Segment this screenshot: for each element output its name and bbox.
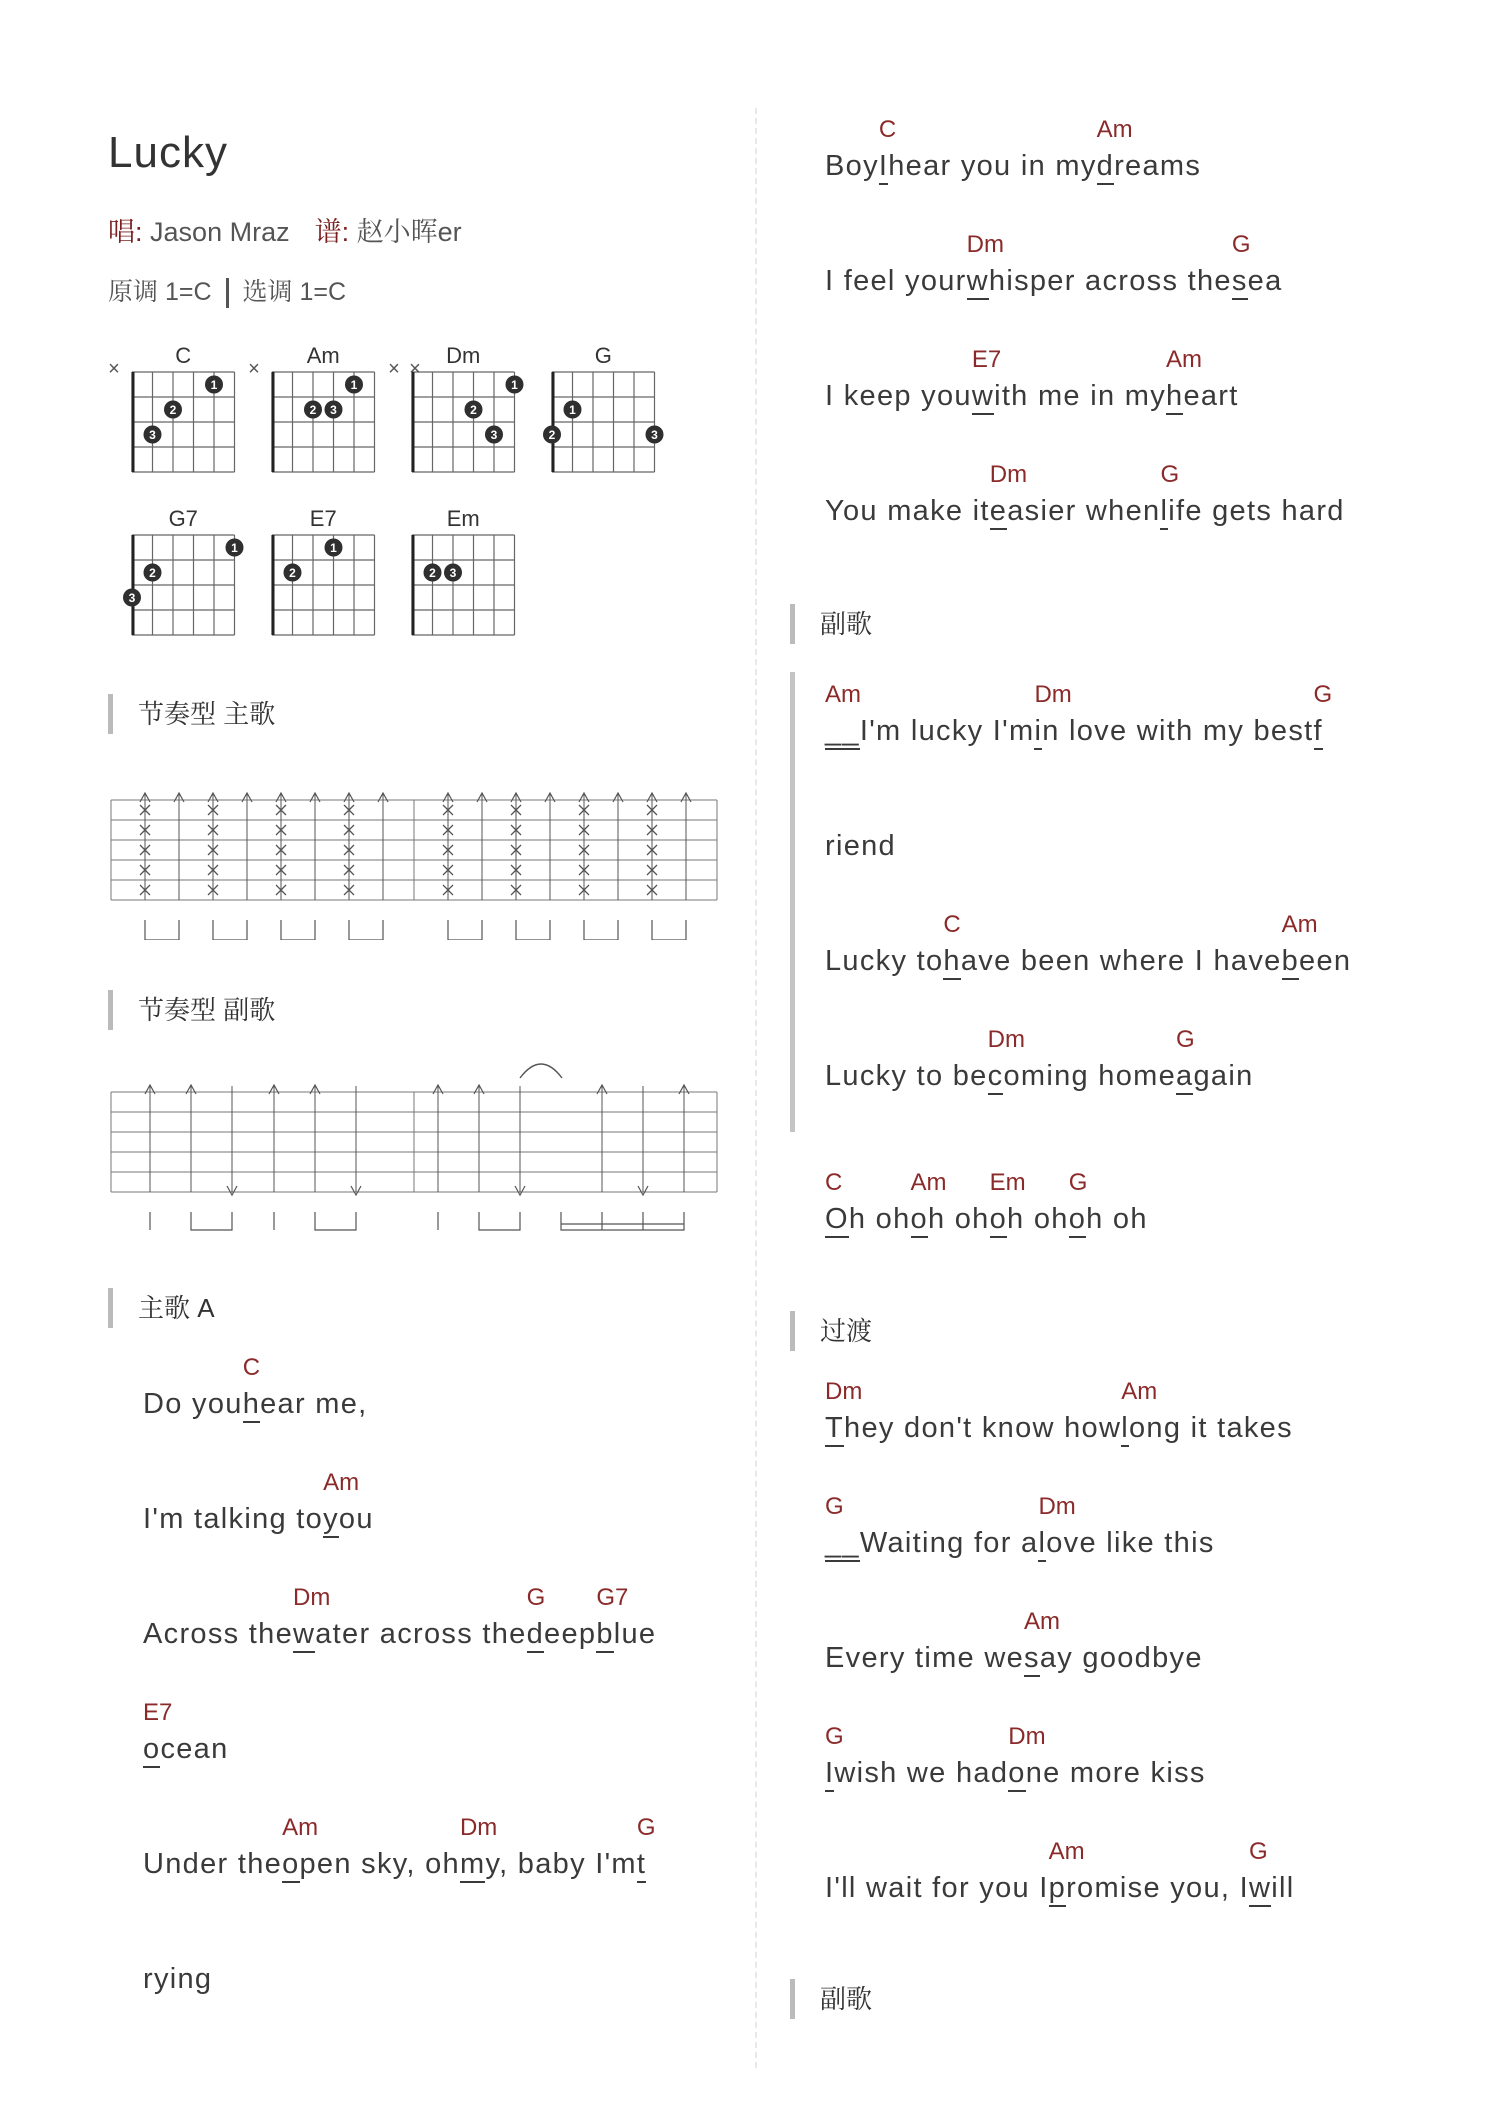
rhythm-beam (281, 920, 315, 940)
lyric-line (825, 1493, 1215, 1562)
section-title-rhythm-verse: 节奏型 主歌 (108, 694, 275, 734)
chord-label: Dm (459, 1814, 498, 1841)
finger-number: 2 (470, 403, 477, 417)
lyric-text: n love with my best (1042, 715, 1314, 747)
lyric-line (825, 1723, 1206, 1792)
chord-label: G (825, 1723, 844, 1750)
lyric-text: romise you, I (1066, 1872, 1249, 1904)
chord-anchor: i Dm (1034, 715, 1042, 750)
chord-anchor: o Am (282, 1848, 299, 1883)
chord-label: G (825, 1493, 844, 1520)
chord-label: Dm (966, 231, 1004, 258)
chord-anchor: l Dm (1038, 1527, 1046, 1562)
chord-label: G (1160, 461, 1180, 488)
chord-name: C (175, 343, 192, 368)
chord-label: G (1248, 1838, 1268, 1865)
chord-diagram-g7 (123, 506, 244, 635)
chord-label: Am (282, 1814, 319, 1841)
finger-number: 1 (350, 378, 358, 392)
lyric-text: oming home (1003, 1060, 1177, 1092)
chord-label: Am (1166, 346, 1202, 373)
lyric-line (143, 1584, 657, 1653)
lyric-text: Across the (143, 1618, 293, 1650)
lyric-text: I'm lucky I'm (859, 715, 1035, 747)
chord-anchor: w G (1249, 1872, 1271, 1907)
finger-number: 1 (210, 378, 218, 392)
rhythm-pattern-verse (108, 790, 722, 940)
lyric-text: hear you in my (888, 150, 1097, 182)
lyric-text: eep (544, 1618, 597, 1650)
lyric-text: reams (1114, 150, 1202, 182)
chord-anchor: l G (1160, 495, 1168, 530)
lyric-line (825, 911, 1352, 980)
chord-diagram-dm (388, 343, 523, 472)
chord-diagram-em (412, 506, 515, 635)
chord-label: Dm (1038, 1493, 1076, 1520)
mute-mark: × (409, 358, 421, 380)
lyric-line (825, 1026, 1254, 1095)
lyric-text: h oh (1007, 1203, 1069, 1235)
chord-anchor: w Dm (967, 265, 989, 300)
lyric-line (825, 681, 1333, 750)
lyric-text: You make it (825, 495, 990, 527)
lyric-text: ove like this (1046, 1527, 1215, 1559)
lyric-text: h oh (848, 1203, 911, 1235)
rhythm-beam (448, 920, 482, 940)
chord-label: C (825, 1169, 843, 1196)
lyric-text: Under the (143, 1848, 283, 1880)
lyric-text: I feel your (825, 265, 967, 297)
chord-anchor: I G (825, 1757, 834, 1792)
lyric-line (825, 1169, 1148, 1238)
chord-label: Em (989, 1169, 1026, 1196)
lyric-line (825, 116, 1202, 185)
chord-diagram-am (248, 343, 374, 472)
lyric-text: gain (1193, 1060, 1254, 1092)
chord-anchor: w E7 (972, 380, 994, 415)
section-title-verse-a: 主歌 A (108, 1288, 215, 1328)
lyric-text: I'll wait for you I (825, 1872, 1049, 1904)
finger-number: 1 (511, 378, 518, 392)
lyric-text: ne more kiss (1025, 1757, 1206, 1789)
chord-anchor: o G (1069, 1203, 1086, 1238)
rhythm-beam (191, 1212, 232, 1230)
lyric-line (143, 1699, 229, 1768)
chord-diagram-g (543, 343, 664, 472)
lyric-text: ater across the (315, 1618, 527, 1650)
chord-label: Dm (989, 461, 1028, 488)
lyric-text: asier when (1007, 495, 1161, 527)
lyric-text: Do you (143, 1388, 243, 1420)
chord-label: Am (1096, 116, 1133, 143)
chord-anchor: b Am (1282, 945, 1299, 980)
chord-anchor: o Dm (1008, 1757, 1025, 1792)
lyric-text: I'm talking to (143, 1503, 324, 1535)
rhythm-beam (652, 920, 686, 940)
lyric-text: Waiting for a (859, 1527, 1039, 1559)
lyric-text: wish we had (834, 1757, 1009, 1789)
chord-name: G7 (168, 506, 198, 531)
mute-mark: × (108, 358, 120, 380)
lyric-line (825, 461, 1345, 530)
chord-label: E7 (971, 346, 1002, 373)
chord-label: C (242, 1354, 261, 1381)
mute-mark: × (248, 358, 260, 380)
chord-label: G (636, 1814, 656, 1841)
rhythm-beam (213, 920, 247, 940)
chord-anchor: __ G (825, 1527, 860, 1562)
key-info (108, 272, 346, 308)
lyric-line (825, 1838, 1295, 1907)
chord-label: Am (323, 1469, 360, 1496)
section-title-bridge: 过渡 (790, 1311, 872, 1351)
finger-number: 2 (169, 403, 177, 417)
chord-anchor: I C (879, 150, 888, 185)
chord-anchor: t G (637, 1848, 646, 1883)
finger-number: 2 (309, 403, 317, 417)
lyric-line (825, 1378, 1293, 1447)
chord-anchor: O C (825, 1203, 849, 1238)
lyric-text: Lucky to (825, 945, 944, 977)
chord-anchor: h C (943, 945, 960, 980)
chord-anchor: a G (1176, 1060, 1193, 1095)
section-title-chorus: 副歌 (790, 604, 872, 644)
chord-name: G (594, 343, 612, 368)
arranger-label: 谱: (314, 217, 350, 247)
chord-anchor: o Em (990, 1203, 1007, 1238)
lyric-text: riend (825, 830, 896, 862)
lyric-text: een (1299, 945, 1352, 977)
lyric-text: ill (1271, 1872, 1295, 1904)
chord-label: C (878, 116, 897, 143)
chord-name: E7 (309, 506, 337, 531)
rhythm-beam (479, 1212, 520, 1230)
chord-label: Dm (1008, 1723, 1046, 1750)
original-key: 原调 1=C (108, 278, 212, 306)
chord-label: G (1231, 231, 1251, 258)
chord-anchor: T Dm (825, 1412, 844, 1447)
chord-label: Dm (1034, 681, 1072, 708)
finger-number: 1 (569, 403, 576, 417)
chord-anchor: o Am (911, 1203, 928, 1238)
chord-anchor: f G (1314, 715, 1323, 750)
finger-number: 1 (231, 541, 238, 555)
chord-anchor: c Dm (988, 1060, 1004, 1095)
lyric-text: h oh (927, 1203, 990, 1235)
rhythm-beam (145, 920, 179, 940)
chord-label: Dm (825, 1378, 863, 1405)
chord-label: Dm (987, 1026, 1025, 1053)
lyric-line (143, 1814, 656, 1883)
lyric-line (825, 830, 896, 863)
chord-anchor: o E7 (143, 1733, 160, 1768)
chorus-bar (790, 672, 795, 1132)
chord-anchor: l Am (1121, 1412, 1129, 1447)
mute-mark: × (388, 358, 400, 380)
chord-diagram-c (108, 343, 234, 472)
song-credits (108, 210, 462, 249)
chord-anchor: d Am (1097, 150, 1114, 185)
chord-label: G7 (596, 1584, 629, 1611)
chord-anchor: e Dm (990, 495, 1007, 530)
chord-anchor: w Dm (293, 1618, 315, 1653)
lyric-line (143, 1963, 212, 1996)
lyric-text: y, baby I'm (485, 1848, 637, 1880)
rhythm-beam (584, 920, 618, 940)
rhythm-beam (315, 1212, 356, 1230)
chord-label: G (1176, 1026, 1195, 1053)
chord-anchor: s G (1232, 265, 1248, 300)
lyric-line (825, 231, 1283, 300)
chord-label: Dm (293, 1584, 331, 1611)
section-title-chorus-2: 副歌 (790, 1979, 872, 2019)
chord-name: Em (446, 506, 480, 531)
lyric-text: eart (1183, 380, 1239, 412)
lyric-text: ife gets hard (1168, 495, 1345, 527)
chord-label: Am (910, 1169, 947, 1196)
chord-anchor: p Am (1049, 1872, 1066, 1907)
finger-number: 3 (490, 428, 498, 442)
finger-number: 2 (429, 566, 436, 580)
lyric-text: ou (338, 1503, 374, 1535)
chord-name: Dm (446, 343, 481, 368)
chord-label: G (1313, 681, 1333, 708)
lyric-text: rying (143, 1963, 213, 1995)
lyric-text: ear me, (260, 1388, 368, 1420)
lyric-text: Every time we (825, 1642, 1024, 1674)
finger-number: 2 (289, 566, 296, 580)
chord-label: G (1068, 1169, 1088, 1196)
lyric-text: ea (1247, 265, 1283, 297)
chord-anchor: h C (243, 1388, 260, 1423)
selected-key: 选调 1=C (242, 278, 347, 306)
lyric-text: hisper across the (988, 265, 1232, 297)
chord-label: Am (1121, 1378, 1158, 1405)
lyric-text: ave been where I have (960, 945, 1282, 977)
finger-number: 3 (449, 566, 457, 580)
lyric-text: hey don't know how (844, 1412, 1122, 1444)
song-title: Lucky (108, 128, 228, 177)
lyric-line (825, 346, 1239, 415)
rhythm-beam (349, 920, 383, 940)
lyric-line (143, 1354, 368, 1423)
singer-label: 唱: (108, 217, 143, 247)
chord-name: Am (306, 343, 340, 368)
chord-diagram-e7 (272, 506, 375, 635)
key-separator (226, 278, 229, 308)
chord-label: C (943, 911, 961, 938)
lyric-text: lue (613, 1618, 657, 1650)
chord-diagrams (100, 336, 690, 648)
chord-label: Am (1281, 911, 1318, 938)
rhythm-beam (561, 1212, 684, 1230)
section-title-rhythm-chorus: 节奏型 副歌 (108, 990, 275, 1030)
chord-label: E7 (143, 1699, 173, 1726)
finger-number: 3 (330, 403, 337, 417)
lyric-text: I keep you (825, 380, 972, 412)
tie-arc (520, 1064, 562, 1078)
chord-label: Am (1024, 1608, 1060, 1635)
rhythm-pattern-chorus (108, 1050, 722, 1240)
lyric-text: Boy (825, 150, 879, 182)
chord-anchor: m Dm (460, 1848, 485, 1883)
finger-number: 2 (548, 428, 556, 442)
finger-number: 3 (651, 428, 658, 442)
chord-label: Am (1048, 1838, 1085, 1865)
lyric-text: ay goodbye (1039, 1642, 1203, 1674)
lyric-text: Lucky to be (825, 1060, 988, 1092)
lyric-line (825, 1608, 1203, 1677)
chord-anchor: y Am (323, 1503, 339, 1538)
finger-number: 1 (330, 541, 337, 555)
chord-label: G (526, 1584, 546, 1611)
lyric-text: h oh (1086, 1203, 1148, 1235)
lyric-line (143, 1469, 374, 1538)
lyric-text: cean (160, 1733, 229, 1765)
lyric-text: ith me in my (994, 380, 1166, 412)
lyric-text: ong it takes (1128, 1412, 1293, 1444)
arranger-name: 赵小晖er (356, 217, 462, 247)
finger-number: 3 (149, 428, 156, 442)
chord-anchor: b G7 (596, 1618, 613, 1653)
singer-name: Jason Mraz (150, 217, 290, 247)
chord-anchor: h Am (1166, 380, 1183, 415)
chord-label: Am (825, 681, 861, 708)
finger-number: 2 (149, 566, 156, 580)
rhythm-beam (516, 920, 550, 940)
lyric-text: pen sky, oh (299, 1848, 460, 1880)
finger-number: 3 (128, 591, 136, 605)
chord-anchor: d G (527, 1618, 544, 1653)
chord-anchor: __ Am (825, 715, 860, 750)
column-divider (755, 108, 757, 2068)
chord-anchor: s Am (1024, 1642, 1040, 1677)
